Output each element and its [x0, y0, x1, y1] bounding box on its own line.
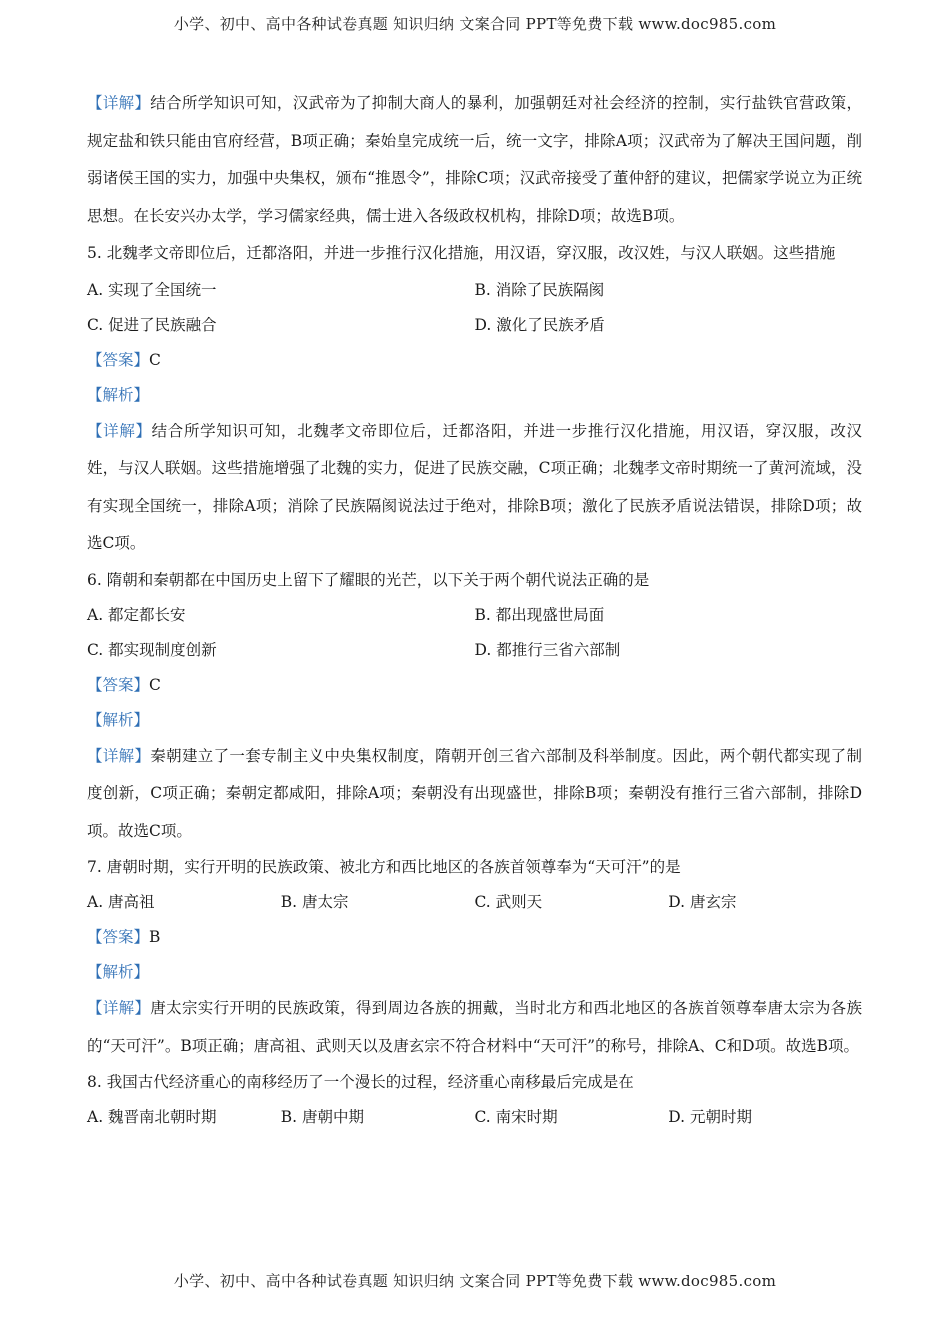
q8-option-b: B. 唐朝中期	[280, 1108, 364, 1126]
q7-option-d: D. 唐玄宗	[668, 893, 737, 911]
q5-option-b: B. 消除了民族隔阂	[474, 280, 605, 299]
q6-option-b: B. 都出现盛世局面	[474, 605, 605, 624]
q7-answer: 【答案】B	[87, 928, 161, 946]
q5-option-c: C. 促进了民族融合	[87, 315, 217, 334]
q5-option-a: A. 实现了全国统一	[87, 280, 217, 299]
q6-answer: 【答案】C	[87, 675, 161, 694]
answer-label: 【答案】	[87, 675, 150, 694]
q7-detail: 【详解】唐太宗实行开明的民族政策，得到周边各族的拥戴，当时北方和西北地区的各族首领尊奉唐太宗为各族的“天可汗”。B项正确；唐高祖、武则天以及唐玄宗不符合材料中“天可汗”的称号，排除A、C和D项。故选B项。	[87, 999, 862, 1055]
detail-label: 【详解】	[87, 421, 152, 440]
q6-option-d: D. 都推行三省六部制	[474, 640, 621, 659]
q7-option-b: B. 唐太宗	[280, 893, 349, 911]
q6-options-row-2	[87, 633, 862, 668]
q8-option-a: A. 魏晋南北朝时期	[87, 1108, 217, 1126]
q6-stem: 6. 隋朝和秦朝都在中国历史上留下了耀眼的光芒，以下关于两个朝代说法正确的是	[87, 570, 650, 589]
detail-label: 【详解】	[87, 999, 151, 1017]
detail-label: 【详解】	[87, 94, 151, 112]
q6-detail: 【详解】秦朝建立了一套专制主义中央集权制度，隋朝开创三省六部制及科举制度。因此，两个朝代都实现了制度创新，C项正确；秦朝定都咸阳，排除A项；秦朝没有出现盛世，排除B项；秦朝没有推行三省六部制，排除D项。故选C项。	[87, 746, 862, 840]
q8-stem: 8. 我国古代经济重心的南移经历了一个漫长的过程，经济重心南移最后完成是在	[87, 1073, 634, 1091]
q5-options-row-2	[87, 308, 862, 343]
page-header: 小学、初中、高中各种试卷真题 知识归纳 文案合同 PPT等免费下载 www.doc985.com	[173, 15, 777, 33]
q6-option-c: C. 都实现制度创新	[87, 640, 217, 659]
q8-option-c: C. 南宋时期	[474, 1108, 558, 1126]
q5-detail: 【详解】结合所学知识可知，北魏孝文帝即位后，迁都洛阳，并进一步推行汉化措施，用汉语，穿汉服，改汉姓，与汉人联姻。这些措施增强了北魏的实力，促进了民族交融，C项正确；北魏孝文帝时期统一了黄河流域，没有实现全国统一，排除A项；消除了民族隔阂说法过于绝对，排除B项；激化了民族矛盾说法错误，排除D项；故选C项。	[87, 421, 862, 552]
q5-stem: 5. 北魏孝文帝即位后，迁都洛阳，并进一步推行汉化措施，用汉语，穿汉服，改汉姓，与汉人联姻。这些措施	[87, 244, 836, 262]
q7-option-a: A. 唐高祖	[87, 893, 155, 911]
answer-label: 【答案】	[87, 350, 150, 369]
q5-options-row-1	[87, 273, 862, 308]
document-body	[87, 85, 862, 1135]
q6-option-a: A. 都定都长安	[87, 605, 186, 624]
q7-options-row	[87, 885, 862, 920]
q4-detail: 【详解】结合所学知识可知，汉武帝为了抑制大商人的暴利，加强朝廷对社会经济的控制，实行盐铁官营政策，规定盐和铁只能由官府经营，B项正确；秦始皇完成统一后，统一文字，排除A项；汉武帝为了解决王国问题，削弱诸侯王国的实力，加强中央集权，颁布“推恩令”，排除C项；汉武帝接受了董仲舒的建议，把儒家学说立为正统思想。在长安兴办太学，学习儒家经典，儒士进入各级政权机构，排除D项；故选B项。	[87, 94, 862, 225]
answer-label: 【答案】	[87, 928, 150, 946]
q7-analysis-label: 【解析】	[87, 963, 150, 981]
q7-stem: 7. 唐朝时期，实行开明的民族政策、被北方和西比地区的各族首领尊奉为“天可汗”的是	[87, 858, 681, 876]
q6-analysis-label: 【解析】	[87, 710, 150, 729]
page-footer: 小学、初中、高中各种试卷真题 知识归纳 文案合同 PPT等免费下载 www.doc985.com	[173, 1272, 777, 1290]
q5-option-d: D. 激化了民族矛盾	[474, 315, 605, 334]
q5-analysis-label: 【解析】	[87, 385, 150, 404]
q6-options-row-1	[87, 598, 862, 633]
detail-label: 【详解】	[87, 746, 151, 765]
q8-option-d: D. 元朝时期	[668, 1108, 752, 1126]
q7-option-c: C. 武则天	[474, 893, 543, 911]
q8-options-row	[87, 1100, 862, 1135]
q5-answer: 【答案】C	[87, 350, 161, 369]
